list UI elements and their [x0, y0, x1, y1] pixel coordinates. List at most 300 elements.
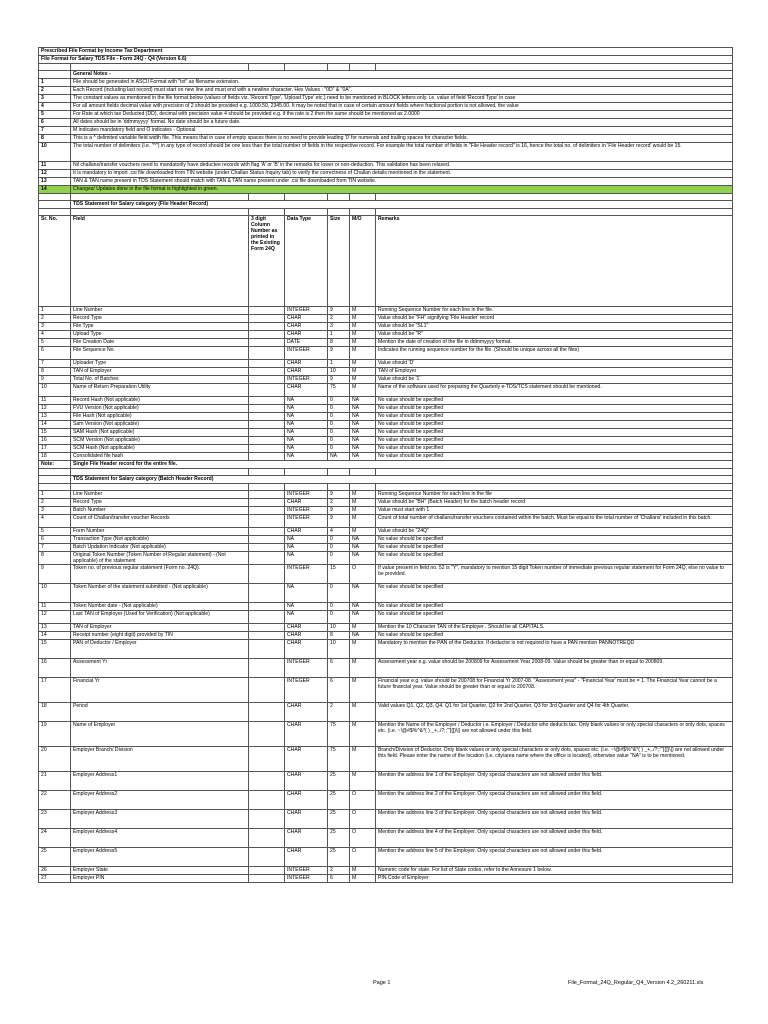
mandatory-optional: NA	[350, 544, 376, 552]
field-name: Financial Yr	[71, 678, 249, 703]
note-row	[39, 170, 733, 178]
empty-cell	[71, 194, 249, 201]
column-header-column-number: 3 digit Column Number as printed in the Existing Form 24Q	[249, 216, 285, 307]
field-name: SAM Hash (Not applicable)	[71, 429, 249, 437]
row-number: 10	[39, 384, 71, 397]
row-number: 4	[39, 515, 71, 528]
batch-header-field-row	[39, 791, 733, 810]
size: 0	[328, 413, 350, 421]
size: 6	[328, 678, 350, 703]
data-type: CHAR	[285, 640, 328, 659]
batch-header-field-row	[39, 867, 733, 875]
empty-cell	[39, 484, 71, 491]
empty-cell	[39, 71, 71, 79]
remarks: No value should be specified	[376, 453, 733, 461]
mandatory-optional: O	[350, 565, 376, 584]
row-number: 22	[39, 791, 71, 810]
spacer-row	[39, 64, 733, 71]
file-header-field-row	[39, 376, 733, 384]
column-number	[249, 552, 285, 565]
column-number	[249, 659, 285, 678]
remarks: Mandatory to mention the PAN of the Deductor. If deductor is not required to have a PAN mention PANNOTREQD	[376, 640, 733, 659]
doc-header-row-2	[39, 56, 733, 64]
column-number	[249, 536, 285, 544]
column-number	[249, 829, 285, 848]
column-number	[249, 603, 285, 611]
note-row	[39, 162, 733, 170]
remarks: No value should be specified	[376, 445, 733, 453]
row-number: 13	[39, 413, 71, 421]
mandatory-optional: M	[350, 507, 376, 515]
size: 3	[328, 323, 350, 331]
spacer-row	[39, 484, 733, 491]
size: 9	[328, 376, 350, 384]
note-text: It is mandatory to import .csi file downloaded from TIN website (under Challan Status Inquiry tab) to verify the correctness of Challan details mentioned in the statement.	[71, 170, 733, 178]
field-name: File Sequence No.	[71, 347, 249, 360]
mandatory-optional: NA	[350, 552, 376, 565]
size: 10	[328, 640, 350, 659]
mandatory-optional: M	[350, 659, 376, 678]
column-number	[249, 323, 285, 331]
size: 0	[328, 544, 350, 552]
batch-header-field-row	[39, 544, 733, 552]
note-text: Changes/ Updates done in the file format is highlighted in green.	[71, 186, 733, 194]
batch-header-field-row	[39, 632, 733, 640]
empty-cell	[285, 484, 328, 491]
field-name: File Type	[71, 323, 249, 331]
data-type: CHAR	[285, 632, 328, 640]
file-header-field-row	[39, 307, 733, 315]
field-name: TAN of Employer	[71, 624, 249, 632]
empty-cell	[285, 209, 328, 216]
note-text: The total number of delimiters (i.e. "^") in any type of record should be one less than the total number of fields in the respective record. For example the total number of fields in "File Header record" is 16, hence the total no. of delimiters in 'File Header record' would be 15.	[71, 143, 733, 162]
empty-cell	[376, 484, 733, 491]
note-text: Each Record (including last record) must start on new line and must end with a newline character. Hex Values : "0D" & "0A".	[71, 87, 733, 95]
spacer-row	[39, 194, 733, 201]
size: 0	[328, 437, 350, 445]
data-type: CHAR	[285, 829, 328, 848]
empty-cell	[71, 469, 249, 476]
column-number	[249, 703, 285, 722]
file-header-field-row	[39, 397, 733, 405]
field-name: Original Token Number (Token Number of Regular statement) - (Not applicable) of the statement	[71, 552, 249, 565]
mandatory-optional: M	[350, 331, 376, 339]
column-number	[249, 544, 285, 552]
field-name: Employer Address3	[71, 810, 249, 829]
row-number: 24	[39, 829, 71, 848]
remarks: No value should be specified	[376, 405, 733, 413]
mandatory-optional: M	[350, 347, 376, 360]
data-type: NA	[285, 536, 328, 544]
data-type: CHAR	[285, 368, 328, 376]
mandatory-optional: M	[350, 772, 376, 791]
notes-title-row	[39, 71, 733, 79]
note-row	[39, 186, 733, 194]
column-number	[249, 528, 285, 536]
empty-cell	[249, 469, 285, 476]
remarks: Value should be "SL1"	[376, 323, 733, 331]
data-type: INTEGER	[285, 515, 328, 528]
data-type: CHAR	[285, 848, 328, 867]
batch-header-field-row	[39, 829, 733, 848]
field-name: Batch Number	[71, 507, 249, 515]
size: 0	[328, 611, 350, 624]
remarks: Value should be "R"	[376, 331, 733, 339]
row-number: 13	[39, 624, 71, 632]
row-number: 21	[39, 772, 71, 791]
field-name: Token Number of the statement submitted - (Not applicable)	[71, 584, 249, 603]
note-text: For Rate at which tax Deducted (DD), decimal with precision value 4 should be provided e.g. if the rate is 2 then the same should be mentioned as 2.0000	[71, 111, 733, 119]
row-number: 5	[39, 528, 71, 536]
data-type: NA	[285, 437, 328, 445]
field-name: Employer PIN	[71, 875, 249, 883]
note-row	[39, 79, 733, 87]
mandatory-optional: M	[350, 747, 376, 772]
file-header-field-row	[39, 437, 733, 445]
row-number: 18	[39, 703, 71, 722]
remarks: Numeric code for state. For list of State codes, refer to the Annexure 1 below.	[376, 867, 733, 875]
column-number	[249, 565, 285, 584]
row-number: 6	[39, 347, 71, 360]
file-header-field-row	[39, 429, 733, 437]
row-number: 8	[39, 552, 71, 565]
data-type: INTEGER	[285, 307, 328, 315]
data-type: CHAR	[285, 747, 328, 772]
empty-cell	[376, 194, 733, 201]
file-header-field-row	[39, 405, 733, 413]
data-type: CHAR	[285, 323, 328, 331]
size: 75	[328, 722, 350, 747]
note-label: Note:	[39, 461, 71, 469]
mandatory-optional: NA	[350, 405, 376, 413]
batch-header-field-row	[39, 507, 733, 515]
row-number: 23	[39, 810, 71, 829]
data-type: NA	[285, 544, 328, 552]
size: 6	[328, 875, 350, 883]
data-type: NA	[285, 584, 328, 603]
row-number: 19	[39, 722, 71, 747]
row-number: 16	[39, 437, 71, 445]
mandatory-optional: M	[350, 368, 376, 376]
remarks: Value should be "BH" (Batch Header) for the batch header record	[376, 499, 733, 507]
size: 9	[328, 491, 350, 499]
field-name: Employer Address4	[71, 829, 249, 848]
column-number	[249, 491, 285, 499]
size: 2	[328, 499, 350, 507]
mandatory-optional: NA	[350, 413, 376, 421]
remarks: Mention the address line 2 of the Employer. Only special characters are not allowed under this field.	[376, 791, 733, 810]
remarks: Value must start with 1	[376, 507, 733, 515]
note-text: TAN & TAN name present in TDS Statement should match with TAN & TAN name present under .csi file downloaded from TIN website.	[71, 178, 733, 186]
row-number: 8	[39, 368, 71, 376]
note-number: 11	[39, 162, 71, 170]
row-number: 3	[39, 507, 71, 515]
mandatory-optional: M	[350, 678, 376, 703]
mandatory-optional: M	[350, 515, 376, 528]
note-text: Nil challans/transfer vouchers need to mandatorily have deductee records with flag 'A' or 'B' in the remarks for lower or non-deduction. This validation has been relaxed.	[71, 162, 733, 170]
mandatory-optional: M	[350, 384, 376, 397]
mandatory-optional: O	[350, 810, 376, 829]
size: 25	[328, 772, 350, 791]
row-number: 9	[39, 376, 71, 384]
remarks: Mention the 10 Character TAN of the Employer . Should be all CAPITALS.	[376, 624, 733, 632]
mandatory-optional: NA	[350, 429, 376, 437]
mandatory-optional: M	[350, 339, 376, 347]
file-header-field-row	[39, 413, 733, 421]
note-number: 7	[39, 127, 71, 135]
data-type: NA	[285, 429, 328, 437]
batch-header-field-row	[39, 491, 733, 499]
column-header-mo: M/O	[350, 216, 376, 307]
mandatory-optional: NA	[350, 453, 376, 461]
field-name: Record Type	[71, 315, 249, 323]
batch-header-field-row	[39, 678, 733, 703]
page-number: Page 1	[373, 980, 391, 986]
row-number: 17	[39, 445, 71, 453]
batch-header-field-row	[39, 747, 733, 772]
mandatory-optional: M	[350, 499, 376, 507]
size: 0	[328, 397, 350, 405]
empty-cell	[39, 64, 71, 71]
size: 0	[328, 405, 350, 413]
row-number: 1	[39, 491, 71, 499]
mandatory-optional: M	[350, 722, 376, 747]
data-type: CHAR	[285, 772, 328, 791]
column-number	[249, 875, 285, 883]
row-number: 2	[39, 315, 71, 323]
empty-cell	[350, 484, 376, 491]
column-header-size: Size	[328, 216, 350, 307]
size: 4	[328, 528, 350, 536]
size: 8	[328, 339, 350, 347]
batch-header-field-row	[39, 536, 733, 544]
note-text: The constant values as mentioned in the file format below (values of fields viz. 'Record Type', 'Upload Type' etc.) need to be mentioned in BLOCK letters only. i.e. value of field 'Record Type' in case	[71, 95, 733, 103]
empty-cell	[328, 194, 350, 201]
note-text: All dates should be in 'ddmmyyyy' format. No date should be a future date.	[71, 119, 733, 127]
row-number: 3	[39, 323, 71, 331]
column-number	[249, 339, 285, 347]
note-number: 12	[39, 170, 71, 178]
row-number: 7	[39, 544, 71, 552]
empty-cell	[39, 201, 71, 209]
data-type: NA	[285, 603, 328, 611]
note-text: M indicates mandatory field and O indicates - Optional.	[71, 127, 733, 135]
empty-cell	[249, 64, 285, 71]
row-number: 5	[39, 339, 71, 347]
doc-header-row-1	[39, 48, 733, 56]
batch-header-field-row	[39, 499, 733, 507]
field-name: Token Number date - (Not applicable)	[71, 603, 249, 611]
field-name: Receipt number (eight digit) provided by TIN	[71, 632, 249, 640]
file-header-field-row	[39, 368, 733, 376]
empty-cell	[71, 64, 249, 71]
empty-cell	[350, 209, 376, 216]
field-name: Period	[71, 703, 249, 722]
size: 1	[328, 360, 350, 368]
empty-cell	[328, 209, 350, 216]
column-number	[249, 384, 285, 397]
remarks: No value should be specified	[376, 437, 733, 445]
column-number	[249, 632, 285, 640]
size: 2	[328, 867, 350, 875]
remarks: Branch/Division of Deductor. Only blank values or only special characters or only dots, spaces etc. (i.e. ~!@#$%^&*( ) _+,./?;:'"[{]}\|) are not allowed under this field. Please enter the name of the location (i.e. city/area name where the office is located), otherwise value "NA" is to be mentioned.	[376, 747, 733, 772]
row-number: 15	[39, 429, 71, 437]
column-number	[249, 413, 285, 421]
section-title-batch-header: TDS Statement for Salary category (Batch Header Record)	[71, 476, 733, 484]
column-header-data-type: Data Type	[285, 216, 328, 307]
mandatory-optional: NA	[350, 584, 376, 603]
note-number: 5	[39, 111, 71, 119]
remarks: Count of total number of challans/transfer vouchers contained within the batch. Must be equal to the total number of 'Challans' included in this batch.	[376, 515, 733, 528]
column-number	[249, 640, 285, 659]
size: 0	[328, 429, 350, 437]
note-number: 3	[39, 95, 71, 103]
field-name: Total No. of Batches	[71, 376, 249, 384]
note-row	[39, 119, 733, 127]
mandatory-optional: NA	[350, 437, 376, 445]
remarks: Running Sequence Number for each line in the file	[376, 491, 733, 499]
empty-cell	[376, 469, 733, 476]
field-name: PAN of Deductor / Employer	[71, 640, 249, 659]
field-name: Employer Branch/ Division	[71, 747, 249, 772]
column-number	[249, 507, 285, 515]
note-row	[39, 461, 733, 469]
data-type: INTEGER	[285, 491, 328, 499]
remarks: Mention the address line 1 of the Employer. Only special characters are not allowed under this field.	[376, 772, 733, 791]
remarks: No value should be specified	[376, 536, 733, 544]
row-number: 10	[39, 584, 71, 603]
section-title-file-header: TDS Statement for Salary category (File Header Record)	[71, 201, 733, 209]
remarks: Mention the Name of the Employer / Deductor i.e. Employer / Deductor who deducts tax. Only blank values or only special characters or only dots, spaces etc. (i.e. ~!@#$%^&*( ) _+,./?;:'"[{]}\|) are not allowed under this field.	[376, 722, 733, 747]
column-number	[249, 429, 285, 437]
mandatory-optional: NA	[350, 397, 376, 405]
note-text: For all amount fields decimal value with precision of 2 should be provided e.g. 1000.50, 2345.00. It may be noted that in case of certain amount fields where fractional portion is not allowed, the value	[71, 103, 733, 111]
row-number: 16	[39, 659, 71, 678]
data-type: CHAR	[285, 624, 328, 632]
remarks: Value should be '1'	[376, 376, 733, 384]
remarks: No value should be specified	[376, 397, 733, 405]
mandatory-optional: NA	[350, 632, 376, 640]
note-number: 2	[39, 87, 71, 95]
spacer-row	[39, 469, 733, 476]
column-number	[249, 747, 285, 772]
file-header-field-row	[39, 347, 733, 360]
mandatory-optional: M	[350, 323, 376, 331]
remarks: Valid values Q1, Q2, Q3, Q4. Q1 for 1st Quarter, Q2 for 2nd Quarter, Q3 for 3rd Quarter and Q4 for 4th Quarter.	[376, 703, 733, 722]
remarks: Mention the address line 3 of the Employer. Only special characters are not allowed under this field.	[376, 810, 733, 829]
field-name: Sam Version (Not applicable)	[71, 421, 249, 429]
size: 75	[328, 384, 350, 397]
size: 6	[328, 659, 350, 678]
size: 0	[328, 421, 350, 429]
row-number: 26	[39, 867, 71, 875]
note-row	[39, 178, 733, 186]
spreadsheet-page	[38, 47, 732, 883]
batch-header-field-row	[39, 875, 733, 883]
remarks: No value should be specified	[376, 584, 733, 603]
data-type: INTEGER	[285, 376, 328, 384]
size: 9	[328, 347, 350, 360]
field-name: File Hash (Not applicable)	[71, 413, 249, 421]
batch-header-field-row	[39, 640, 733, 659]
remarks: If value present in field no. 52 is "Y", mandatory to mention 15 digit Token number of immediate previous regular statement for Form 24Q, else no value to be provided.	[376, 565, 733, 584]
note-text: Single File Header record for the entire file.	[71, 461, 733, 469]
data-type: NA	[285, 397, 328, 405]
remarks: TAN of Employer	[376, 368, 733, 376]
mandatory-optional: NA	[350, 421, 376, 429]
data-type: INTEGER	[285, 507, 328, 515]
field-name: SCM Version (Not applicable)	[71, 437, 249, 445]
column-number	[249, 315, 285, 323]
remarks: No value should be specified	[376, 552, 733, 565]
remarks: Value should be "24Q"	[376, 528, 733, 536]
column-number	[249, 515, 285, 528]
mandatory-optional: M	[350, 875, 376, 883]
column-number	[249, 405, 285, 413]
doc-subtitle: File Format for Salary TDS File - Form 24Q - Q4 (Version 6.6)	[39, 56, 733, 64]
row-number: 7	[39, 360, 71, 368]
column-header-remarks: Remarks	[376, 216, 733, 307]
note-row	[39, 95, 733, 103]
data-type: CHAR	[285, 722, 328, 747]
field-name: File Creation Date	[71, 339, 249, 347]
note-number: 10	[39, 143, 71, 162]
column-header-sr: Sr. No.	[39, 216, 71, 307]
column-number	[249, 624, 285, 632]
remarks: Running Sequence Number for each line in the file.	[376, 307, 733, 315]
batch-header-field-row	[39, 659, 733, 678]
note-row	[39, 87, 733, 95]
empty-cell	[350, 469, 376, 476]
batch-header-field-row	[39, 565, 733, 584]
mandatory-optional: O	[350, 848, 376, 867]
empty-cell	[376, 64, 733, 71]
batch-header-field-row	[39, 772, 733, 791]
row-number: 15	[39, 640, 71, 659]
size: 8	[328, 632, 350, 640]
field-name: Upload Type	[71, 331, 249, 339]
spacer-row	[39, 209, 733, 216]
size: 0	[328, 445, 350, 453]
file-header-field-row	[39, 315, 733, 323]
data-type: NA	[285, 421, 328, 429]
file-header-field-row	[39, 331, 733, 339]
mandatory-optional: M	[350, 624, 376, 632]
size: 2	[328, 315, 350, 323]
remarks: No value should be specified	[376, 544, 733, 552]
row-number: 9	[39, 565, 71, 584]
row-number: 17	[39, 678, 71, 703]
empty-cell	[285, 64, 328, 71]
empty-cell	[350, 64, 376, 71]
mandatory-optional: M	[350, 867, 376, 875]
empty-cell	[39, 194, 71, 201]
row-number: 1	[39, 307, 71, 315]
field-name: Count of Challan/transfer voucher Records	[71, 515, 249, 528]
batch-header-field-row	[39, 603, 733, 611]
data-type: INTEGER	[285, 565, 328, 584]
empty-cell	[249, 484, 285, 491]
remarks: Value should be "FH" signifying 'File Header' record	[376, 315, 733, 323]
data-type: INTEGER	[285, 659, 328, 678]
file-header-field-row	[39, 360, 733, 368]
data-type: INTEGER	[285, 867, 328, 875]
note-number: 6	[39, 119, 71, 127]
mandatory-optional: M	[350, 640, 376, 659]
data-type: CHAR	[285, 315, 328, 323]
field-name: Employer Address1	[71, 772, 249, 791]
data-type: NA	[285, 611, 328, 624]
